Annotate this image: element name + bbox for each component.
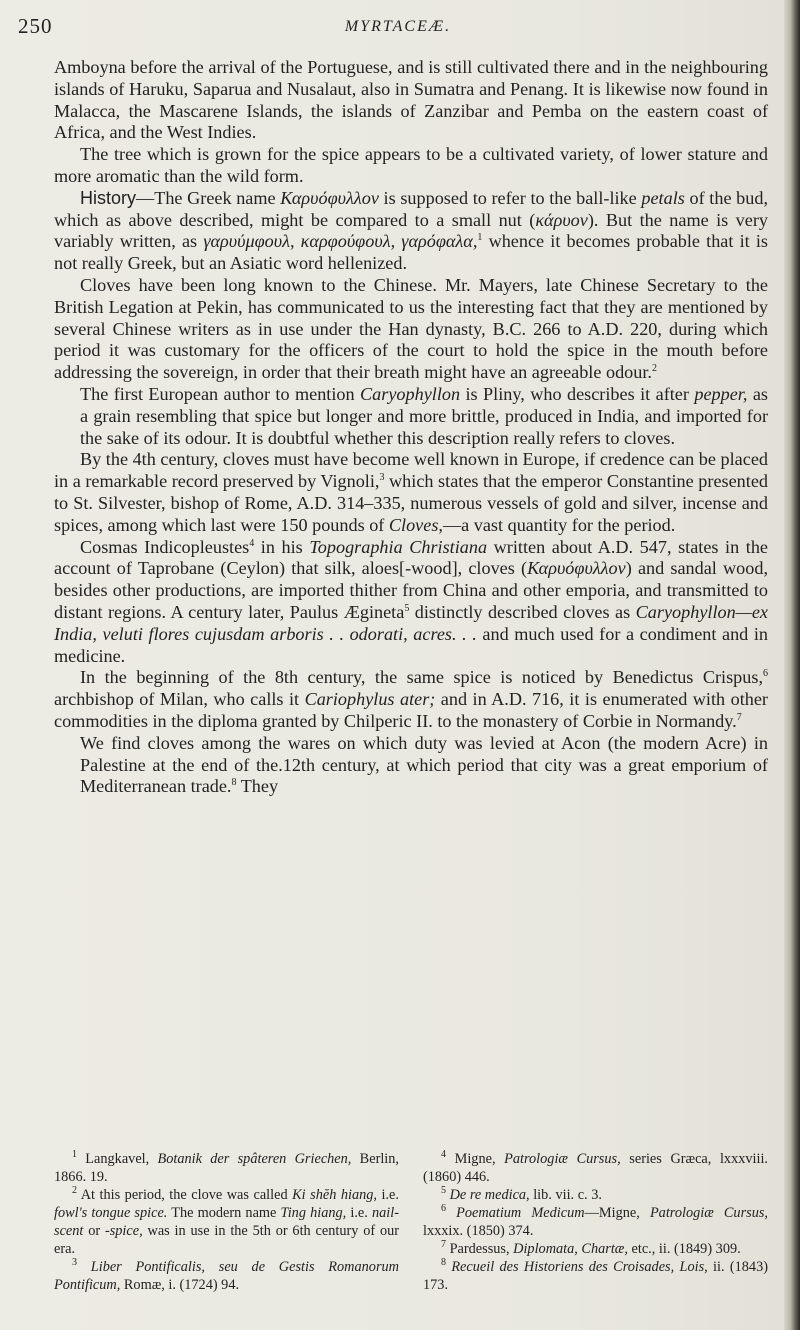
page-edge-shadow [784,0,800,1330]
paragraph-cosmas: Cosmas Indicopleustes$^4$ in his Topographia Christiana written about A.D. 547, states in the account of Taprobane (Ceylon) that silk, aloes[-wood], cloves (Καρυόφυλλον) and sandal wood, besides other productions, are imported thither from China and other emporia, and transmitted to distant regions. A century later, Paulus Ægineta$^5$ distinctly described cloves as Caryophyllon—ex India, veluti flores cujusdam arboris . . odorati, acres. . . and much used for a condiment and in medicine. [54,536,769,666]
paragraph-amboyna: Amboyna before the arrival of the Portuguese, and is still cultivated there and in the neighbouring islands of Haruku, Saparua and Nusalaut, also in Sumatra and Penang. It is likewise now found in Malacca, the Mascarene Islands, the islands of Zanzibar and Pemba on the eastern coast of Africa, and the West Indies. [54,57,768,143]
footnote-ref-8: 8 [231,777,237,789]
footnote-6: $^6$ Poematium Medicum—Migne, Patrologiæ Cursus, lxxxix. (1850) 374. [423,1203,768,1239]
running-head: MYRTACEÆ. [344,18,452,35]
paragraph-cultivated-variety: The tree which is grown for the spice appears to be a cultivated variety, of lower stature and more aromatic than the wild form. [54,144,768,186]
history-heading: History [80,187,137,208]
paragraph-fourth-century: By the 4th century, cloves must have become well known in Europe, if credence can be placed in a remarkable record preserved by Vignoli,$^3$ which states that the emperor Constantine presented to St. Silvester, bishop of Rome, A.D. 314–335, numerous vessels of gold and silver, incense and spices, among which last were 150 pounds of Cloves,—a vast quantity for the period. [54,449,768,535]
footnote-ref-6: 6 [763,668,768,680]
footnote-column-right [423,1150,768,1294]
paragraph-history: History—The Greek name Καρυόφυλλον is supposed to refer to the ball-like petals of the bud, which as above described, might be compared to a small nut (κάρυον). But the name is very variably written, as γαρυύμφουλ, καρφούφουλ, γαρόφαλα,$^1$ whence it becomes probable that it is not really Greek, but an Asiatic word hellenized. [54,187,768,274]
page-header [18,14,778,42]
footnote-2: $^2$ At this period, the clove was called Ki shĕh hiang, i.e. fowl's tongue spice. The modern name Ting hiang, i.e. nail-scent or -spice, was in use in the 5th or 6th century of our era. [54,1185,399,1257]
footnote-7: $^7$ Pardessus, Diplomata, Chartæ, etc., ii. (1849) 309. [441,1239,741,1257]
footnote-3: $^3$ Liber Pontificalis, seu de Gestis Romanorum Pontificum, Romæ, i. (1724) 94. [54,1257,399,1293]
footnote-column-left [54,1150,399,1294]
footnote-1: $^1$ Langkavel, Botanik der spâteren Griechen, Berlin, 1866. 19. [54,1149,399,1185]
footnotes [54,1150,768,1294]
footnote-5: $^5$ De re medica, lib. vii. c. 3. [441,1185,602,1203]
paragraph-pliny: The first European author to mention Caryophyllon is Pliny, who describes it after pepper, as a grain resembling that spice but longer and more brittle, produced in India, and imported for the sake of its odour. It is doubtful whether this description really refers to cloves. [80,383,768,448]
page-number: 250 [18,14,53,38]
footnote-ref-1: 1 [477,232,483,244]
footnote-ref-3: 3 [379,472,385,484]
paragraph-acon: We find cloves among the wares on which duty was levied at Acon (the modern Acre) in Palestine at the end of the.12th century, at which period that city was a great emporium of Mediterranean trade.$^8$ They [80,732,768,797]
body-text [54,57,768,798]
footnote-4: $^4$ Migne, Patrologiæ Cursus, series Græca, lxxxviii. (1860) 446. [423,1149,768,1185]
paragraph-eighth-century: In the beginning of the 8th century, the same spice is noticed by Benedictus Crispus,$^6$ archbishop of Milan, who calls it Cariophylus ater; and in A.D. 716, it is enumerated with other commodities in the diploma granted by Chilperic II. to the monastery of Corbie in Normandy.$^7$ [54,667,768,731]
footnote-ref-5: 5 [404,602,410,614]
footnote-ref-4: 4 [249,537,255,549]
footnote-ref-7: 7 [736,711,742,723]
footnote-ref-2: 2 [651,363,657,375]
paragraph-chinese: Cloves have been long known to the Chinese. Mr. Mayers, late Chinese Secretary to the British Legation at Pekin, has communicated to us the interesting fact that they are mentioned by several Chinese writers as in use under the Han dynasty, B.C. 266 to A.D. 220, during which period it was customary for the officers of the court to hold the spice in the mouth before addressing the sovereign, in order that their breath might have an agreeable odour.$^2$ [54,274,768,383]
footnote-8: $^8$ Recueil des Historiens des Croisades, Lois, ii. (1843) 173. [423,1257,768,1293]
